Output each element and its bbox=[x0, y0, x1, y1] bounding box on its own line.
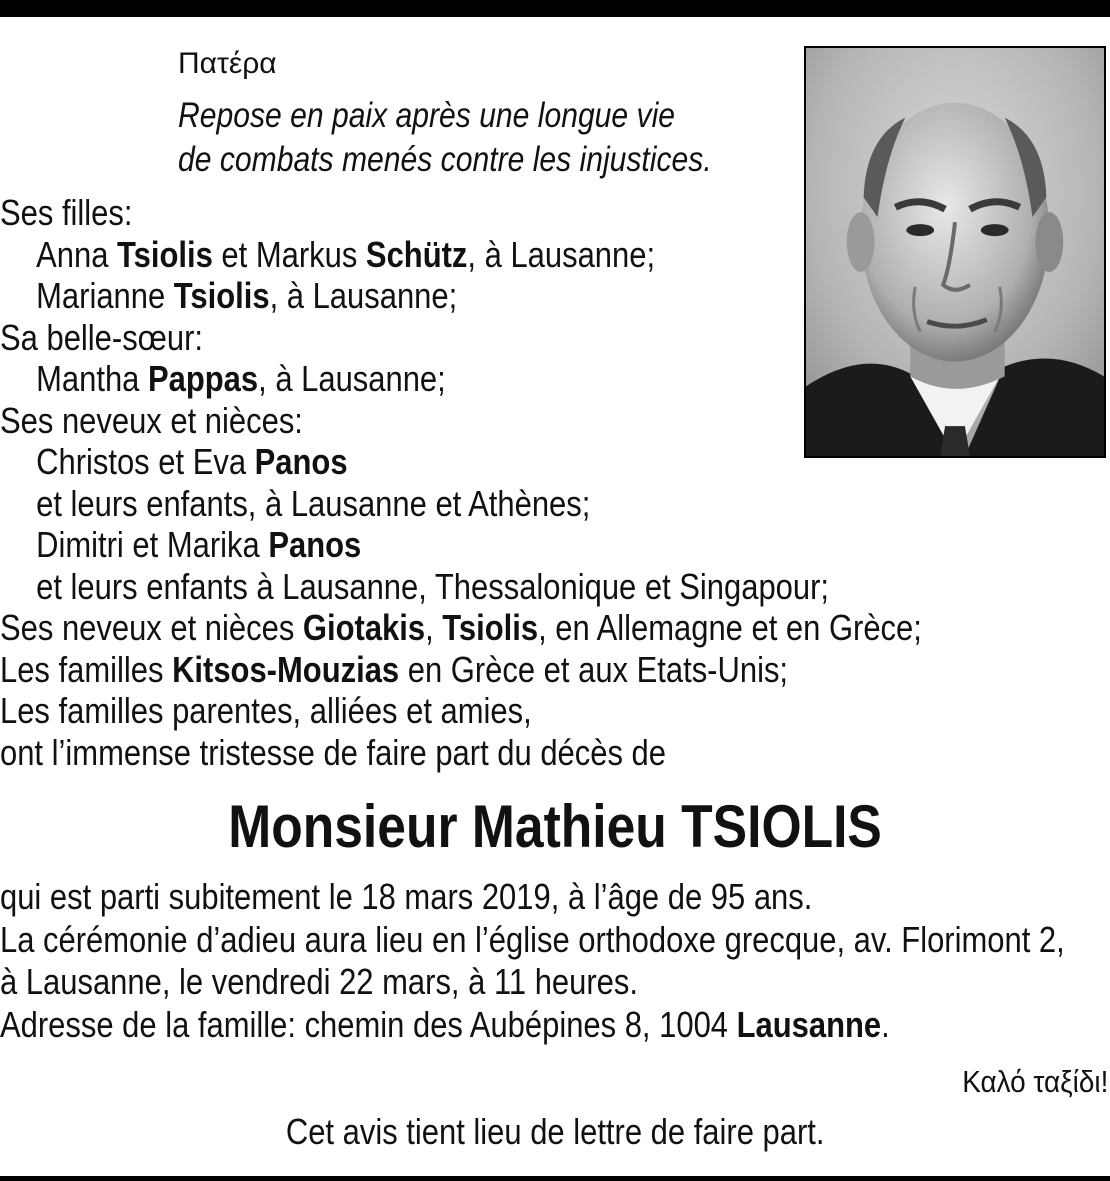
notice-text: Cet avis tient lieu de lettre de faire part. bbox=[285, 1111, 825, 1152]
details-line: à Lausanne, le vendredi 22 mars, à 11 heures. bbox=[0, 961, 638, 1002]
family-line: Les familles Kitsos-Mouzias en Grèce et aux Etats-Unis; bbox=[0, 648, 789, 690]
top-rule bbox=[0, 0, 1110, 17]
farewell-greek: Καλό ταξίδι! bbox=[961, 1064, 1108, 1099]
funeral-details bbox=[0, 876, 1065, 1046]
details-line: La cérémonie d’adieu aura lieu en l’église orthodoxe grecque, av. Florimont 2, bbox=[0, 918, 1065, 960]
family-line: Ses neveux et nièces: bbox=[0, 399, 303, 441]
details-line: qui est parti subitement le 18 mars 2019, à l’âge de 95 ans. bbox=[0, 876, 813, 917]
family-line: Mantha Pappas, à Lausanne; bbox=[36, 358, 446, 399]
family-line: Ses filles: bbox=[0, 192, 133, 233]
family-line: Dimitri et Marika Panos bbox=[36, 524, 362, 565]
family-line: Christos et Eva Panos bbox=[36, 441, 348, 482]
family-address: Adresse de la famille: chemin des Aubépines 8, 1004 Lausanne. bbox=[0, 1003, 890, 1045]
family-line: Marianne Tsiolis, à Lausanne; bbox=[36, 275, 458, 316]
family-line: Sa belle-sœur: bbox=[0, 316, 204, 358]
deceased-name: Monsieur Mathieu TSIOLIS bbox=[228, 793, 882, 860]
family-line: ont l’immense tristesse de faire part du décès de bbox=[0, 731, 666, 773]
epitaph bbox=[178, 94, 712, 182]
family-line: et leurs enfants à Lausanne, Thessalonique et Singapour; bbox=[36, 565, 830, 607]
family-line: Anna Tsiolis et Markus Schütz, à Lausanne; bbox=[36, 233, 656, 275]
family-line: Ses neveux et nièces Giotakis, Tsiolis, en Allemagne et en Grèce; bbox=[0, 607, 922, 648]
epitaph-line-2: de combats menés contre les injustices. bbox=[178, 140, 712, 179]
family-line: et leurs enfants, à Lausanne et Athènes; bbox=[36, 482, 591, 524]
bottom-rule bbox=[0, 1176, 1110, 1181]
family-line: Les familles parentes, alliées et amies, bbox=[0, 690, 532, 731]
greeting-father: Πατέρα bbox=[178, 47, 277, 80]
family-list bbox=[0, 192, 922, 773]
epitaph-line-1: Repose en paix après une longue vie bbox=[178, 96, 676, 135]
